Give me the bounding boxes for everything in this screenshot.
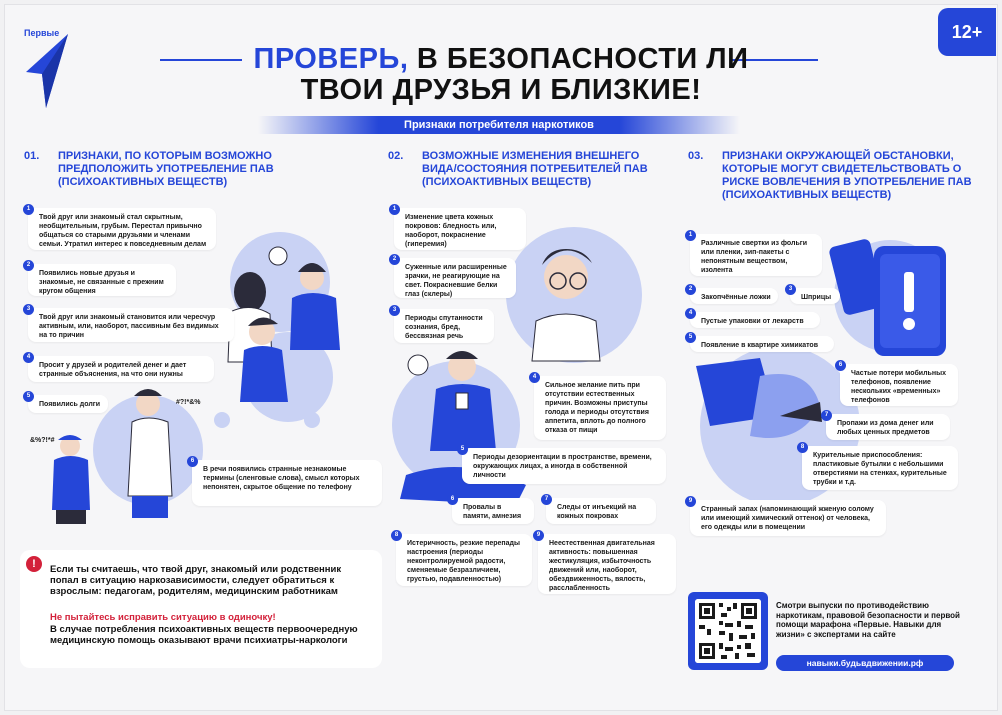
subtitle-bar: Признаки потребителя наркотиков — [258, 116, 740, 134]
speech-bubble-2: &%?!*# — [30, 437, 55, 444]
section-1-item-4: 4 Просит у друзей и родителей денег и дает странные объяснения, на что они нужны — [28, 356, 214, 382]
section-1-item-1: 1 Твой друг или знакомый стал скрытным, необщительным, грубым. Перестал привычно общаться со старыми друзьями и членами семьи. Утратил интерес к повседневным делам — [28, 208, 216, 250]
section-3-item-9: 9 Странный запах (напоминающий жженую солому или имеющий химический оттенок) от человека, его одежды или в помещении — [690, 500, 886, 536]
section-3-item-3: 3 Шприцы — [790, 288, 840, 304]
section-2-item-3: 3 Периоды спутанности сознания, бред, бессвязная речь — [394, 309, 494, 343]
section-3-item-7: 7 Пропажи из дома денег или любых ценных предметов — [826, 414, 950, 440]
section-1-item-5: 5 Появились долги — [28, 395, 108, 413]
section-3-title: ПРИЗНАКИ ОКРУЖАЮЩЕЙ ОБСТАНОВКИ, КОТОРЫЕ МОГУТ СВИДЕТЕЛЬСТВОВАТЬ О РИСКЕ ВОВЛЕЧЕНИЯ В УПОТРЕБЛЕНИЕ ПАВ (ПСИХОАКТИВНЫХ ВЕЩЕСТВ) — [722, 150, 972, 201]
section-2-item-5: 5 Периоды дезориентации в пространстве, времени, окружающих лицах, а иногда в собственной личности — [462, 448, 666, 484]
section-3-item-2: 2 Закопчённые ложки — [690, 288, 778, 304]
title-part-2: ТВОИ ДРУЗЬЯ И БЛИЗКИЕ! — [300, 74, 702, 106]
website-link[interactable]: навыки.будьвдвижении.рф — [776, 655, 954, 671]
section-2-number: 02. — [388, 150, 404, 162]
section-3-item-5: 5 Появление в квартире химикатов — [690, 336, 834, 352]
section-1-number: 01. — [24, 150, 40, 162]
section-3-item-4: 4 Пустые упаковки от лекарств — [690, 312, 820, 328]
section-2-item-6: 6 Провалы в памяти, амнезия — [452, 498, 534, 524]
warning-text-2: Не пытайтесь исправить ситуацию в одиночку! — [50, 612, 276, 623]
speech-bubble-1: #?!*&% — [176, 399, 201, 406]
age-rating-badge: 12+ — [938, 8, 996, 56]
section-1-item-6: 6 В речи появились странные незнакомые термины (сленговые слова), смысл которых непонятен, скрытое общение по телефону — [192, 460, 382, 506]
qr-code[interactable] — [688, 592, 768, 670]
section-3-number: 03. — [688, 150, 704, 162]
section-1-item-3: 3 Твой друг или знакомый становится или чересчур активным, или, наоборот, пассивным без видимых на то причин — [28, 308, 234, 342]
title-accent: ПРОВЕРЬ, — [253, 43, 409, 75]
qr-code-icon — [695, 599, 761, 663]
section-1-item-2: 2 Появились новые друзья и знакомые, не связанные с прежним кругом общения — [28, 264, 176, 296]
section-2-item-9: 9 Неестественная двигательная активность: повышенная жестикуляция, избыточность движений или, наоборот, обездвиженность, вялость, расслабленность — [538, 534, 676, 594]
page-title — [0, 44, 1002, 106]
alert-icon: ! — [26, 556, 42, 572]
title-part-1: В БЕЗОПАСНОСТИ ЛИ — [408, 43, 749, 75]
section-3-item-1: 1 Различные свертки из фольги или пленки, зип-пакеты с непонятным веществом, изолента — [690, 234, 822, 276]
section-2-item-2: 2 Суженные или расширенные зрачки, не реагирующие на свет. Покрасневшие белки глаз (склеры) — [394, 258, 516, 298]
section-2-item-8: 8 Истеричность, резкие перепады настроения (периоды неконтролируемой радости, сменяемые безразличием, грустью, подавленностью) — [396, 534, 532, 586]
qr-description: Смотри выпуски по противодействию наркотикам, правовой безопасности и первой помощи марафона «Первые. Навыки для жизни» с экспертами на сайте — [776, 601, 960, 639]
section-2-header — [388, 150, 658, 189]
section-1-header — [24, 150, 284, 189]
section-3-item-8: 8 Курительные приспособления: пластиковые бутылки с небольшими отверстиями на стенках, курительные трубки и т.д. — [802, 446, 958, 490]
section-2-item-7: 7 Следы от инъекций на кожных покровах — [546, 498, 656, 524]
section-3-header — [688, 150, 984, 202]
section-1-title: ПРИЗНАКИ, ПО КОТОРЫМ ВОЗМОЖНО ПРЕДПОЛОЖИТЬ УПОТРЕБЛЕНИЕ ПАВ (ПСИХОАКТИВНЫХ ВЕЩЕСТВ) — [58, 150, 274, 188]
section-2-item-1: 1 Изменение цвета кожных покровов: бледность или, наоборот, покраснение (гиперемия) — [394, 208, 526, 250]
section-2-title: ВОЗМОЖНЫЕ ИЗМЕНЕНИЯ ВНЕШНЕГО ВИДА/СОСТОЯНИЯ ПОТРЕБИТЕЛЕЙ ПАВ (ПСИХОАКТИВНЫХ ВЕЩЕСТВ) — [422, 150, 648, 188]
section-3-item-6: 6 Частые потери мобильных телефонов, появление нескольких «временных» телефонов — [840, 364, 958, 406]
section-2-item-4: 4 Сильное желание пить при отсутствии естественных причин. Возможны приступы голода и периоды отсутствия аппетита, вплоть до полного отказа от пищи — [534, 376, 666, 440]
warning-box — [20, 550, 382, 668]
warning-text-1: Если ты считаешь, что твой друг, знакомый или родственник попал в ситуацию наркозависимости, следует обратиться к взрослым: педагогам, родителям, медицинским работникам — [50, 564, 342, 597]
logo-text: Первые — [24, 28, 60, 38]
warning-text-3: В случае потребления психоактивных веществ первоочередную медицинскую помощь оказывают врачи психиатры-наркологи — [50, 624, 358, 646]
